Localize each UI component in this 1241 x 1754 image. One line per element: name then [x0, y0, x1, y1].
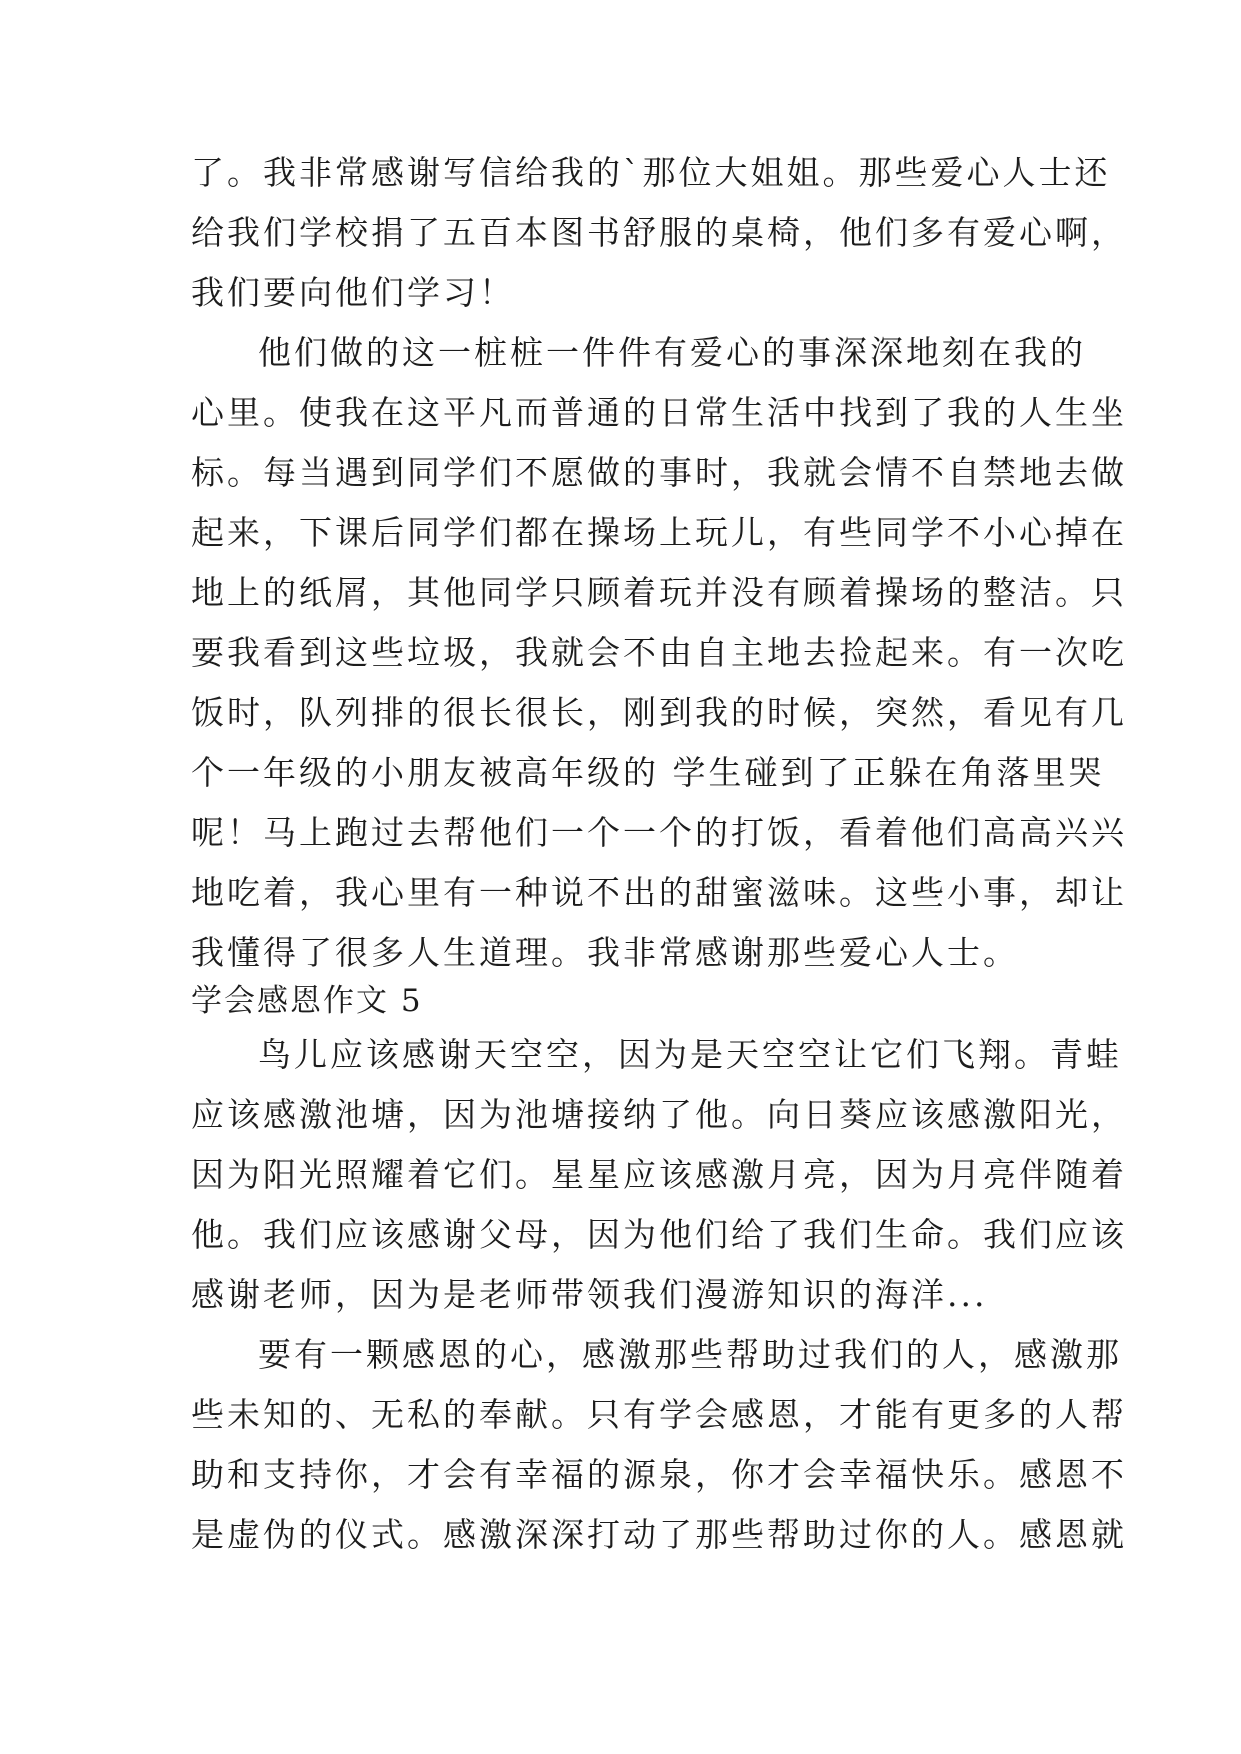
text-line: 起来，下课后同学们都在操场上玩儿，有些同学不小心掉在 [191, 513, 1127, 552]
section-heading: 学会感恩作文 5 [191, 983, 423, 1019]
text-line: 了。我非常感谢写信给我的`那位大姐姐。那些爱心人士还 [191, 153, 1111, 192]
text-line: 因为阳光照耀着它们。星星应该感激月亮，因为月亮伴随着 [191, 1155, 1127, 1194]
text-line: 地吃着，我心里有一种说不出的甜蜜滋味。这些小事，却让 [191, 873, 1127, 912]
text-line: 我们要向他们学习！ [191, 273, 515, 312]
text-line: 些未知的、无私的奉献。只有学会感恩，才能有更多的人帮 [191, 1395, 1127, 1434]
text-line: 个一年级的小朋友被高年级的 学生碰到了正躲在角落里哭 [191, 753, 1105, 792]
text-line: 饭时，队列排的很长很长，刚到我的时候，突然，看见有几 [191, 693, 1127, 732]
text-line: 地上的纸屑，其他同学只顾着玩并没有顾着操场的整洁。只 [191, 573, 1127, 612]
text-line: 给我们学校捐了五百本图书舒服的桌椅，他们多有爱心啊， [191, 213, 1127, 252]
text-line: 应该感激池塘，因为池塘接纳了他。向日葵应该感激阳光， [191, 1095, 1127, 1134]
text-line: 他。我们应该感谢父母，因为他们给了我们生命。我们应该 [191, 1215, 1127, 1254]
text-line: 呢！马上跑过去帮他们一个一个的打饭，看着他们高高兴兴 [191, 813, 1127, 852]
text-line: 心里。使我在这平凡而普通的日常生活中找到了我的人生坐 [191, 393, 1127, 432]
text-line: 感谢老师，因为是老师带领我们漫游知识的海洋... [191, 1275, 988, 1314]
text-line: 标。每当遇到同学们不愿做的事时，我就会情不自禁地去做 [191, 453, 1127, 492]
paragraph-first-line: 他们做的这一桩桩一件件有爱心的事深深地刻在我的 [258, 333, 1086, 372]
text-line: 是虚伪的仪式。感激深深打动了那些帮助过你的人。感恩就 [191, 1515, 1127, 1554]
text-line: 助和支持你，才会有幸福的源泉，你才会幸福快乐。感恩不 [191, 1455, 1127, 1494]
text-line: 要我看到这些垃圾，我就会不由自主地去捡起来。有一次吃 [191, 633, 1127, 672]
text-line: 我懂得了很多人生道理。我非常感谢那些爱心人士。 [191, 933, 1019, 972]
paragraph-first-line: 要有一颗感恩的心，感激那些帮助过我们的人，感激那 [258, 1335, 1122, 1374]
paragraph-first-line: 鸟儿应该感谢天空空，因为是天空空让它们飞翔。青蛙 [258, 1035, 1122, 1074]
